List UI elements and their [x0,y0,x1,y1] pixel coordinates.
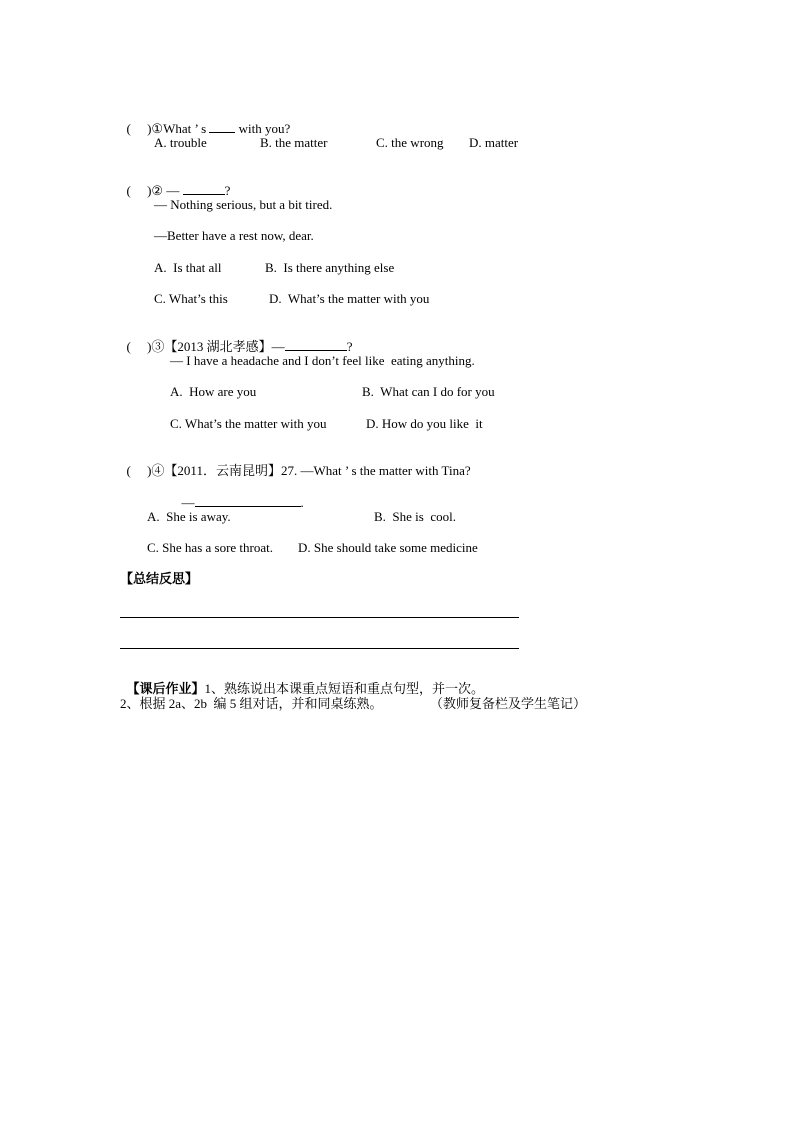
q4-answer-line: — . [181,495,304,510]
q4-stem: ( )④【2011．云南昆明】27. —What ’ s the matter with Tina? [126,463,471,478]
q4-option-a: A. She is away. [147,509,231,524]
q1-stem: ( )①What ’ s with you? [126,121,291,136]
answer-paren: ( ) [126,339,152,354]
q3-option-a: A. How are you [170,384,257,399]
q1-option-c: C. the wrong [376,135,444,150]
answer-blank [195,494,301,507]
teacher-notes-label: （教师复备栏及学生笔记） [430,696,587,711]
q1-option-d: D. matter [469,135,519,150]
q2-stem: ( )② — ? [126,183,231,198]
homework-line-1: 【课后作业】1、熟练说出本课重点短语和重点句型，并一次。 [126,681,485,696]
q2-dialogue-line-1: — Nothing serious, but a bit tired. [154,197,333,212]
answer-paren: ( ) [126,463,152,478]
answer-paren: ( ) [126,183,152,198]
answer-blank [209,120,235,133]
answer-paren: ( ) [126,121,152,136]
q1-option-b: B. the matter [260,135,328,150]
q1-option-a: A. trouble [154,135,207,150]
homework-heading: 【课后作业】 [126,681,205,696]
q3-option-c: C. What’s the matter with you [170,416,327,431]
q3-option-d: D. How do you like it [366,416,483,431]
summary-writing-line-2 [120,648,519,649]
q4-option-b: B. She is cool. [374,509,456,524]
summary-heading: 【总结反思】 [120,571,199,586]
q2-dialogue-line-2: —Better have a rest now, dear. [154,228,314,243]
answer-blank [285,338,347,351]
q2-option-d: D. What’s the matter with you [269,291,430,306]
q4-option-c: C. She has a sore throat. [147,540,274,555]
q3-option-b: B. What can I do for you [362,384,495,399]
q3-stem: ( )③【2013 湖北孝感】— ? [126,339,353,354]
answer-blank [183,182,225,195]
q2-option-b: B. Is there anything else [265,260,395,275]
homework-line-2: 2、根据 2a、2b 编 5 组对话，并和同桌练熟。 [120,696,383,711]
q2-option-a: A. Is that all [154,260,222,275]
q2-option-c: C. What’s this [154,291,228,306]
q3-dialogue-line-1: — I have a headache and I don’t feel like eating anything. [170,353,475,368]
q4-option-d: D. She should take some medicine [298,540,478,555]
summary-writing-line-1 [120,617,519,618]
